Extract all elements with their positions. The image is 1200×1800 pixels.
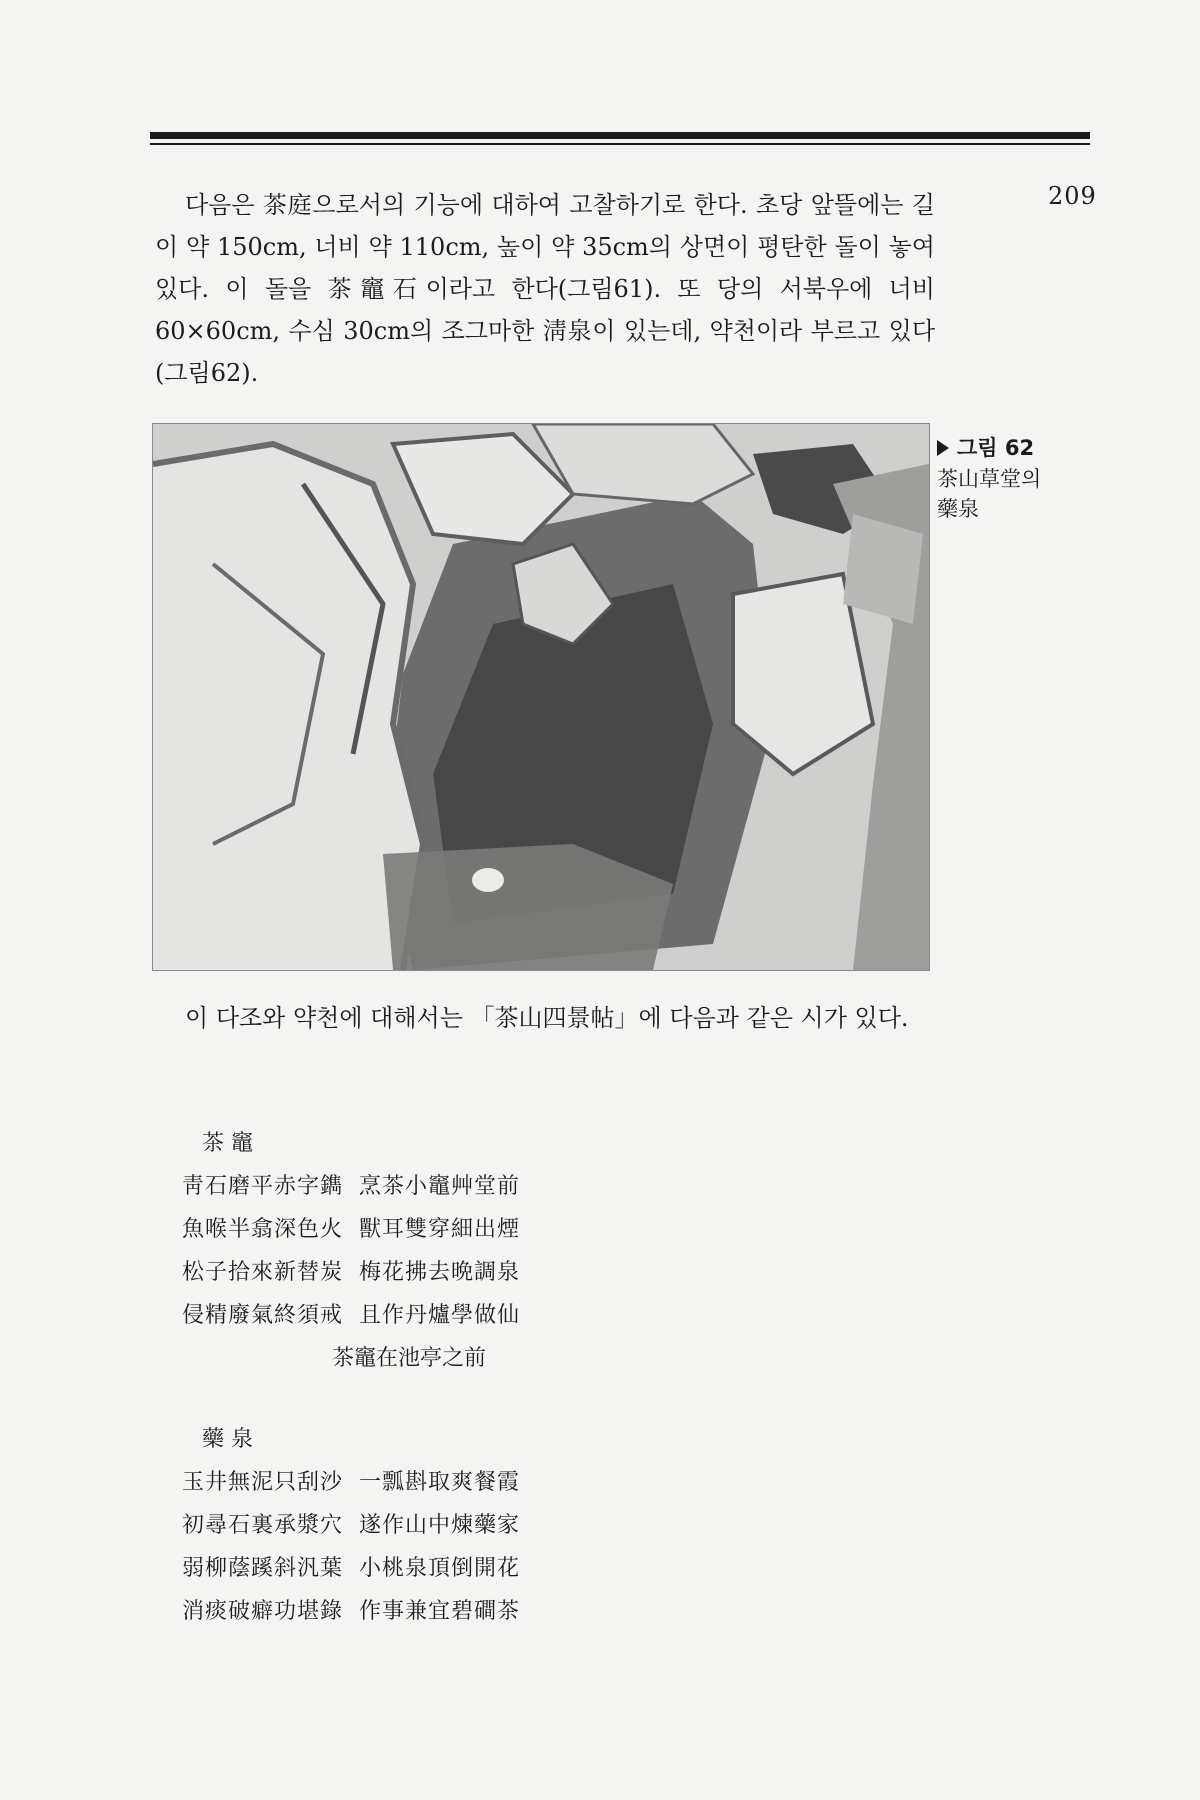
figure-label <box>937 432 1097 464</box>
poem-line: 侵精廢氣終須戒 且作丹爐學做仙 <box>182 1303 520 1328</box>
poem-line: 弱柳蔭蹊斜汎葉 小桃泉頂倒開花 <box>182 1556 520 1581</box>
header-rule-thick <box>150 132 1090 139</box>
page-number: 209 <box>1048 182 1097 210</box>
poem-line: 靑石磨平赤字鐫 烹茶小竈艸堂前 <box>182 1174 520 1199</box>
figure-label-text: 그림 62 <box>957 436 1035 460</box>
body-paragraph-2: 이 다조와 약천에 대해서는 「茶山四景帖」에 다음과 같은 시가 있다. <box>185 1004 909 1032</box>
caption-line-1: 茶山草堂의 <box>937 467 1042 491</box>
caption-line-2: 藥泉 <box>937 497 979 521</box>
poem-title: 藥 泉 <box>202 1427 253 1452</box>
body-paragraph-1: 다음은 茶庭으로서의 기능에 대하여 고찰하기로 한다. 초당 앞뜰에는 길이 약 150cm, 너비 약 110cm, 높이 약 35cm의 상면이 평탄한 돌이 놓여 있다. 이 돌을 茶竈石이라고 한다(그림61). 또 당의 서북우에 너비 60×60cm, 수심 30cm의 조그마한 淸泉이 있는데, 약천이라 부르고 있다(그림62). <box>155 191 935 387</box>
triangle-bullet-icon <box>937 440 949 456</box>
photo-illustration <box>153 424 929 970</box>
poem-line: 初尋石裏承漿穴 遂作山中煉藥家 <box>182 1513 520 1538</box>
poem-line: 玉井無泥只刮沙 一瓢斟取爽餐霞 <box>182 1470 520 1495</box>
poem-note: 茶竈在池亭之前 <box>332 1346 487 1371</box>
poem-line: 消痰破癖功堪錄 作事兼宜碧磵茶 <box>182 1599 520 1624</box>
poem-title: 茶 竈 <box>202 1131 253 1156</box>
poem-tea-stove <box>182 1122 520 1380</box>
poem-line: 魚喉半翕深色火 獸耳雙穿細出煙 <box>182 1217 520 1242</box>
poem-medicinal-spring <box>182 1418 520 1633</box>
figure-caption <box>937 432 1097 524</box>
poem-line: 松子拾來新替炭 梅花拂去晩調泉 <box>182 1260 520 1285</box>
header-rule-thin <box>150 143 1090 145</box>
figure-photo-yakcheon <box>152 423 930 971</box>
